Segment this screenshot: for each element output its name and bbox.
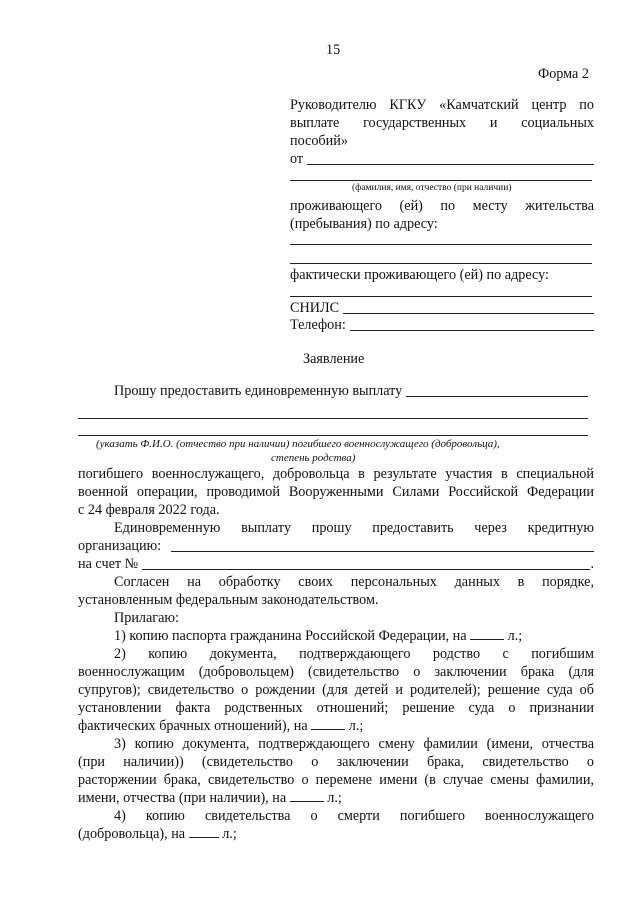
request-line: Прошу предоставить единовременную выплату: [114, 383, 403, 399]
request-row: [114, 383, 588, 400]
item3-line-4-text: имени, отчества (при наличии), на: [78, 790, 287, 806]
item2-line-2: военнослужащим (добровольцем) (свидетельство о заключении брака (для: [78, 664, 594, 680]
residence-address-field-1[interactable]: [290, 244, 592, 245]
bank-row: [78, 538, 594, 555]
item1-text: 1) копию паспорта гражданина Российской Федерации, на: [114, 628, 467, 644]
deceased-caption-line-1: (указать Ф.И.О. (отчество при наличии) погибшего военнослужащего (добровольца),: [96, 438, 500, 450]
para1-line-1: погибшего военнослужащего, добровольца в результате участия в специальной: [78, 466, 594, 482]
item2-line-5: [78, 718, 363, 735]
para2-line-1: Единовременную выплату прошу предоставить через кредитную: [114, 520, 594, 536]
para3-line-1: Согласен на обработку своих персональных данных в порядке,: [114, 574, 594, 590]
snils-row: [290, 300, 594, 317]
item1-pages-field[interactable]: [470, 628, 504, 640]
recipient-line-3: пособий»: [290, 133, 348, 149]
phone-label: Телефон:: [290, 317, 346, 333]
deceased-caption-line-2: степень родства): [271, 452, 356, 464]
actual-address-field[interactable]: [290, 296, 592, 297]
snils-field[interactable]: [343, 313, 594, 314]
item3-line-4: [78, 790, 342, 807]
name-caption: (фамилия, имя, отчество (при наличии): [352, 183, 512, 193]
document-title: Заявление: [303, 351, 365, 367]
request-field[interactable]: [406, 396, 588, 397]
item2-line-5-text: фактических брачных отношений), на: [78, 718, 308, 734]
para3-line-2: установленным федеральным законодательством.: [78, 592, 379, 608]
item3-suffix: л.;: [327, 790, 342, 806]
para1-line-3: с 24 февраля 2022 года.: [78, 502, 220, 518]
item3-line-2: (при наличии)) (свидетельство о заключении брака, свидетельство о: [78, 754, 594, 770]
page-number: 15: [326, 42, 341, 58]
name-field[interactable]: [290, 180, 592, 181]
item1-suffix: л.;: [507, 628, 523, 644]
item2-line-4: установлении факта родственных отношений; решение суда о признании: [78, 700, 594, 716]
deceased-name-field-1[interactable]: [78, 418, 588, 419]
recipient-line-1: Руководителю КГКУ «Камчатский центр по: [290, 97, 594, 113]
item3-line-1: 3) копию документа, подтверждающего смену фамилии (имени, отчества: [114, 736, 594, 752]
item2-line-1: 2) копию документа, подтверждающего родство с погибшим: [114, 646, 594, 662]
residence-line-1: проживающего (ей) по месту жительства: [290, 198, 594, 214]
attach-label: Прилагаю:: [114, 610, 179, 626]
item2-pages-field[interactable]: [311, 718, 345, 730]
recipient-line-2: выплате государственных и социальных: [290, 115, 594, 131]
phone-field[interactable]: [350, 330, 594, 331]
form-label: Форма 2: [538, 66, 589, 82]
account-field[interactable]: [142, 569, 590, 570]
residence-address-field-2[interactable]: [290, 263, 592, 264]
item4-pages-field[interactable]: [189, 826, 219, 838]
phone-row: [290, 317, 594, 334]
item4-line-2-text: (добровольца), на: [78, 826, 186, 842]
item1: [114, 628, 522, 645]
item3-line-3: расторжении брака, свидетельство о перемене имени (в случае смены фамилии,: [78, 772, 594, 788]
account-row: [78, 556, 594, 573]
item3-pages-field[interactable]: [290, 790, 324, 802]
item4-line-1: 4) копию свидетельства о смерти погибшего военнослужащего: [114, 808, 594, 824]
item4-suffix: л.;: [222, 826, 237, 842]
item4-line-2: [78, 826, 237, 843]
account-label: на счет №: [78, 556, 139, 572]
from-row: [290, 151, 594, 168]
from-label: от: [290, 151, 304, 167]
deceased-name-field-2[interactable]: [78, 435, 588, 436]
item2-line-3: супругов); свидетельство о рождении (для детей и родителей); решение суда об: [78, 682, 594, 698]
residence-line-2: (пребывания) по адресу:: [290, 216, 438, 232]
account-end: .: [590, 556, 594, 572]
bank-label: организацию:: [78, 538, 162, 554]
actual-residence-label: фактически проживающего (ей) по адресу:: [290, 267, 549, 283]
from-field[interactable]: [307, 164, 594, 165]
para1-line-2: военной операции, проводимой Вооруженными Силами Российской Федерации: [78, 484, 594, 500]
snils-label: СНИЛС: [290, 300, 340, 316]
bank-field[interactable]: [171, 551, 594, 552]
item2-suffix: л.;: [348, 718, 364, 734]
